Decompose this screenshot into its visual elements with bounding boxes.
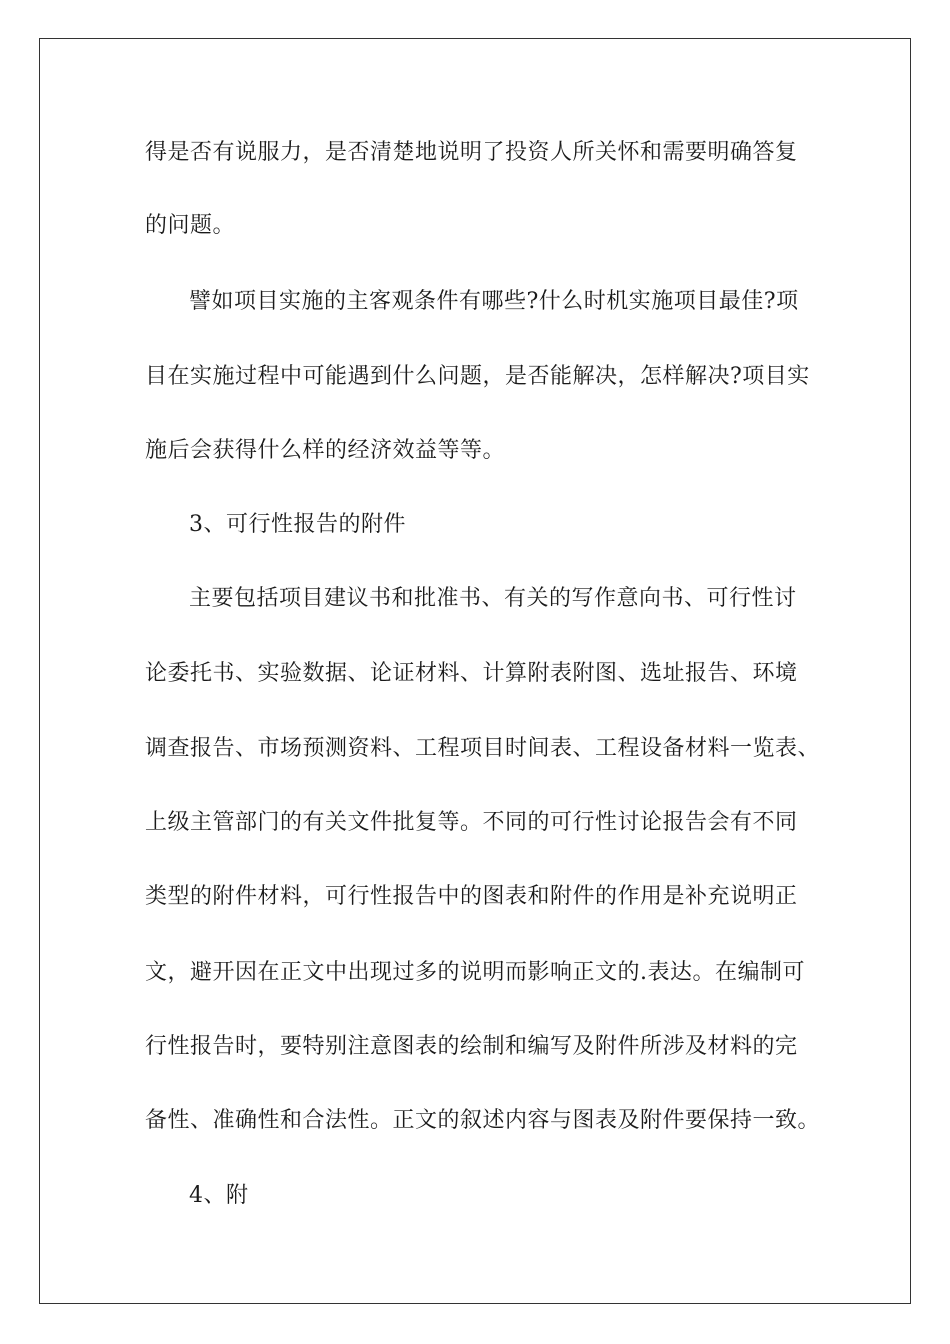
text-line-4: 目在实施过程中可能遇到什么问题，是否能解决，怎样解决?项目实 <box>145 364 810 389</box>
text-line-10: 上级主管部门的有关文件批复等。不同的可行性讨论报告会有不同 <box>145 810 798 835</box>
text-line-11: 类型的附件材料，可行性报告中的图表和附件的作用是补充说明正 <box>145 884 798 909</box>
section-heading-4: 4、附 <box>189 1183 249 1208</box>
text-line-12: 文，避开因在正文中出现过多的说明而影响正文的.表达。在编制可 <box>145 960 805 985</box>
text-line-8: 论委托书、实验数据、论证材料、计算附表附图、选址报告、环境 <box>145 661 798 686</box>
text-line-14: 备性、准确性和合法性。正文的叙述内容与图表及附件要保持一致。 <box>145 1108 821 1133</box>
text-line-1: 得是否有说服力，是否清楚地说明了投资人所关怀和需要明确答复 <box>145 140 798 165</box>
text-line-7: 主要包括项目建议书和批准书、有关的写作意向书、可行性讨 <box>189 586 797 611</box>
section-heading-3: 3、可行性报告的附件 <box>189 512 406 537</box>
text-line-5: 施后会获得什么样的经济效益等等。 <box>145 438 506 463</box>
text-line-3: 譬如项目实施的主客观条件有哪些?什么时机实施项目最佳?项 <box>189 289 799 314</box>
text-line-2: 的问题。 <box>145 213 236 238</box>
text-line-13: 行性报告时，要特别注意图表的绘制和编写及附件所涉及材料的完 <box>145 1034 798 1059</box>
text-line-9: 调查报告、市场预测资料、工程项目时间表、工程设备材料一览表、 <box>145 736 821 761</box>
